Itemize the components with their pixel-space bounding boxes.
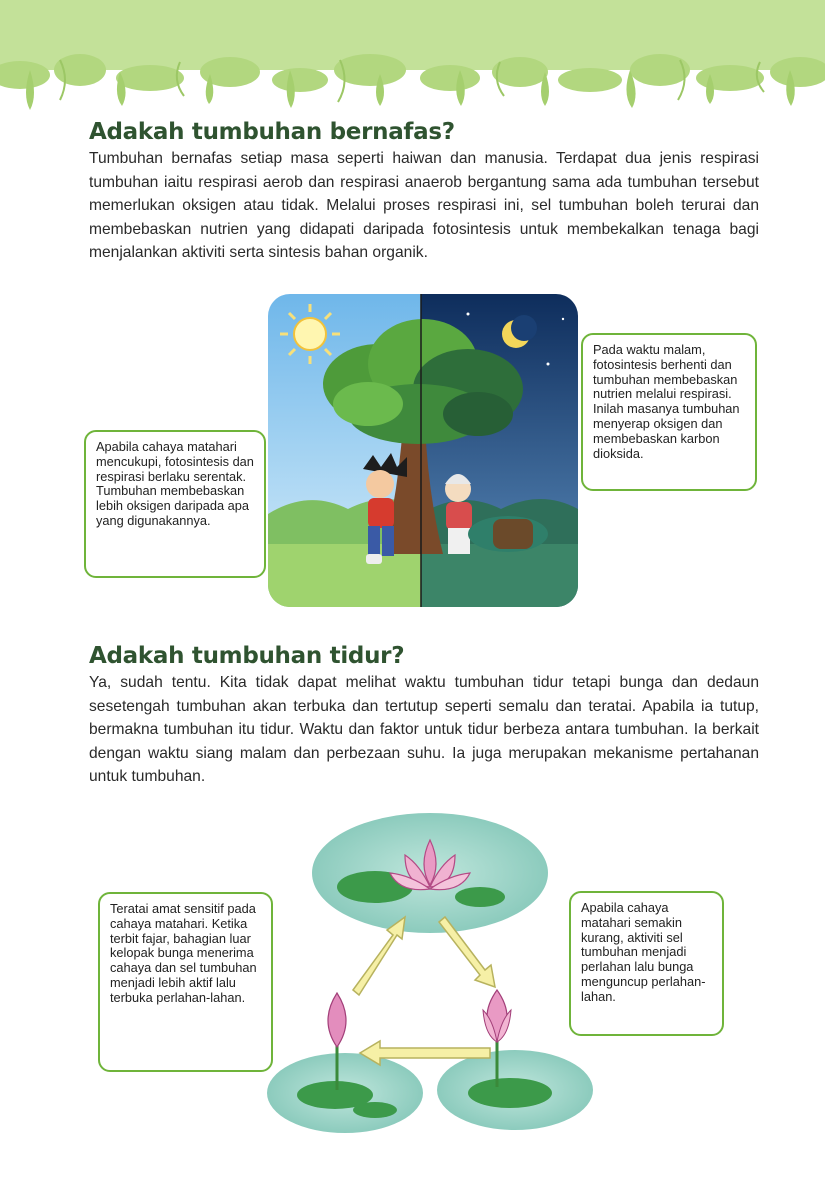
paragraph-breathing: Tumbuhan bernafas setiap masa seperti haiwan dan manusia. Terdapat dua jenis respirasi tumbuhan iaitu respirasi aerob dan respirasi anaerob bergantung sama ada tumbuhan tersebut memerlukan oksigen atau tidak. Melalui proses respirasi ini, sel tumbuhan boleh terurai dan membebaskan nutrien yang didapati daripada fotosintesis untuk membekalkan tenaga bagi menjalankan aktiviti serta sintesis bahan organik.: [89, 150, 759, 261]
speech-bubble-night: [581, 333, 757, 491]
bubble-day-text: Apabila cahaya matahari mencukupi, fotosintesis dan respirasi berlaku serentak. Tumbuhan membebaskan lebih oksigen daripada apa yang digunakannya.: [96, 439, 254, 528]
bubble-open-text: Teratai amat sensitif pada cahaya matahari. Ketika terbit fajar, bahagian luar kelopak bunga menerima cahaya dan sel tumbuhan menjadi lebih aktif lalu terbuka perlahan-lahan.: [110, 901, 257, 1005]
section-heading-sleep: Adakah tumbuhan tidur?: [89, 643, 405, 669]
lotus-closing-icon: [483, 990, 511, 1042]
lotus-cycle-illustration: [265, 805, 595, 1135]
lotus-bud-left-icon: [328, 993, 346, 1047]
speech-bubble-open: [98, 892, 273, 1072]
arrow-up-left: [353, 917, 405, 995]
bubble-night-text: Pada waktu malam, fotosintesis berhenti dan tumbuhan membebaskan nutrien melalui respirasi. Inilah masanya tumbuhan menyerap oksigen dan membebaskan karbon dioksida.: [593, 342, 740, 461]
bubble-close-text: Apabila cahaya matahari semakin kurang, aktiviti sel tumbuhan menjadi perlahan lalu bunga menguncup perlahan-lahan.: [581, 900, 706, 1004]
speech-bubble-day: [84, 430, 266, 578]
section-heading-breathing: Adakah tumbuhan bernafas?: [89, 119, 455, 145]
paragraph-sleep: Ya, sudah tentu. Kita tidak dapat melihat waktu tumbuhan tidur tetapi bunga dan dedaun sesetengah tumbuhan akan terbuka dan tertutup seperti semalu dan teratai. Apabila ia tutup, bermakna tumbuhan itu tidur. Waktu dan faktor untuk tidur berbeza antara tumbuhan. Ia berkait dengan waktu siang malam dan perbezaan suhu. Ia juga merupakan mekanisme pertahanan untuk tumbuhan.: [89, 674, 759, 785]
header-foliage-band: [0, 0, 825, 115]
day-night-tree-illustration: [268, 294, 578, 607]
speech-bubble-close: [569, 891, 724, 1036]
